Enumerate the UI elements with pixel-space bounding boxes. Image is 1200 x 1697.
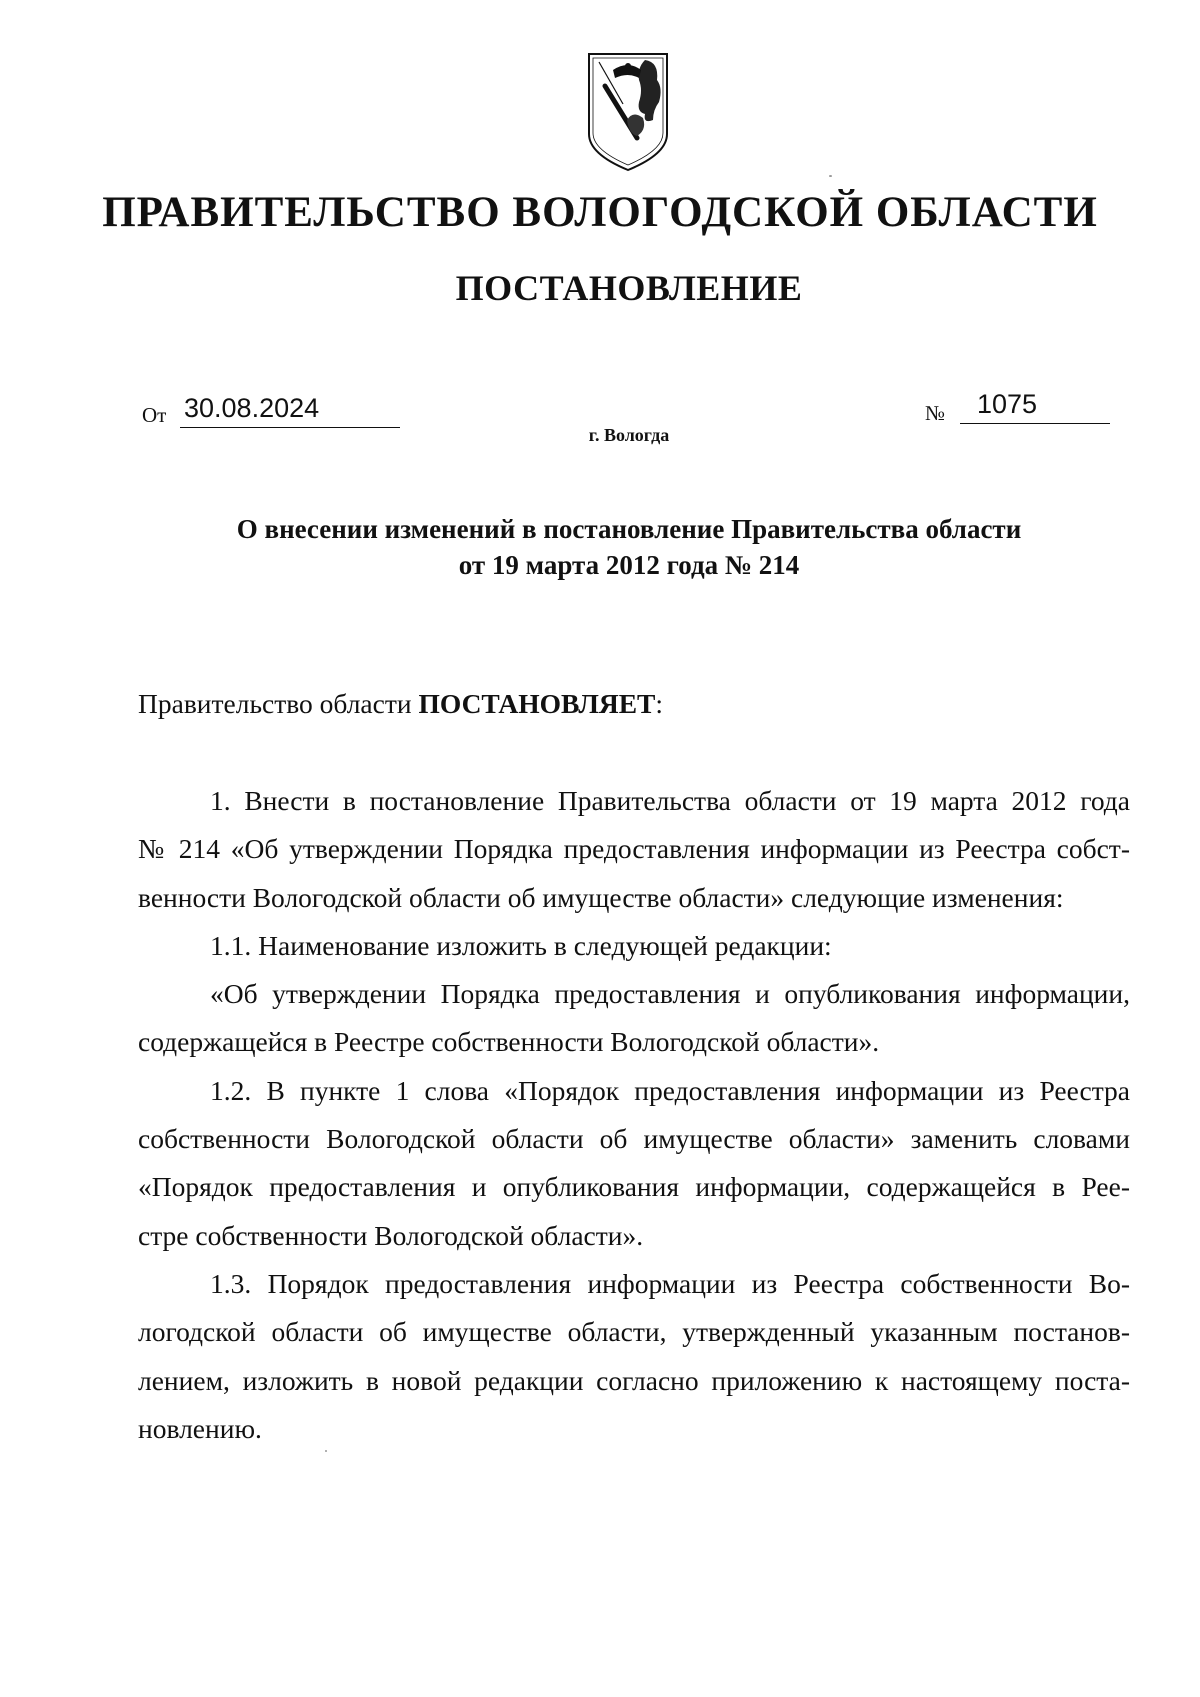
date-prefix: От	[142, 403, 167, 427]
number-underline	[960, 423, 1110, 424]
paragraph	[138, 777, 1130, 922]
date-value: 30.08.2024	[184, 393, 320, 423]
paragraph-line: 1.2. В пункте 1 слова «Порядок предоставления информации из Реестра	[210, 1074, 1130, 1106]
paragraph-line: логодской области об имуществе области, утвержденный указанным постанов-	[138, 1316, 1130, 1348]
coat-of-arms-icon	[583, 50, 673, 174]
paragraph-line: лением, изложить в новой редакции согласно приложению к настоящему поста-	[138, 1364, 1130, 1396]
paragraph-line: 1.3. Порядок предоставления информации из Реестра собственности Во-	[210, 1267, 1130, 1299]
preamble-suffix: :	[655, 688, 664, 719]
paragraph	[138, 1067, 1130, 1260]
paragraph-line: 1.1. Наименование изложить в следующей редакции:	[210, 929, 832, 961]
preamble-text: Правительство области	[138, 688, 419, 719]
paragraph-line: 1. Внести в постановление Правительства области от 19 марта 2012 года	[210, 785, 1130, 816]
city: г. Вологда	[588, 425, 670, 445]
document-subject	[0, 511, 1200, 583]
paragraph	[138, 1260, 1130, 1453]
paragraph-line: венности Вологодской области об имуществе области» следующие изменения:	[138, 881, 1064, 913]
paragraph-line: собственности Вологодской области об имуществе области» заменить словами	[138, 1123, 1130, 1155]
scan-artifact	[325, 1450, 327, 1452]
document-type: ПОСТАНОВЛЕНИЕ	[455, 268, 803, 308]
number-value: 1075	[977, 389, 1038, 419]
number-prefix: №	[925, 401, 946, 425]
preamble-emphasis: ПОСТАНОВЛЯЕТ	[418, 688, 656, 719]
document-body	[138, 777, 1130, 1453]
paragraph-line: новлению.	[138, 1412, 262, 1444]
paragraph-line: стре собственности Вологодской области».	[138, 1219, 644, 1251]
scan-artifact	[829, 175, 832, 177]
paragraph	[138, 970, 1130, 1067]
paragraph-line: «Об утверждении Порядка предоставления и опубликования информации,	[210, 978, 1130, 1010]
paragraph-line: № 214 «Об утверждении Порядка предоставления информации из Реестра собст-	[138, 833, 1130, 865]
paragraph-line: «Порядок предоставления и опубликования информации, содержащейся в Рее-	[138, 1171, 1130, 1203]
paragraph	[138, 922, 1130, 970]
preamble	[138, 688, 663, 720]
paragraph-line: содержащейся в Реестре собственности Вологодской области».	[138, 1026, 880, 1058]
organization-title: ПРАВИТЕЛЬСТВО ВОЛОГОДСКОЙ ОБЛАСТИ	[102, 189, 1098, 236]
subject-line: от 19 марта 2012 года № 214	[458, 550, 800, 580]
subject-line: О внесении изменений в постановление Правительства области	[236, 514, 1022, 544]
